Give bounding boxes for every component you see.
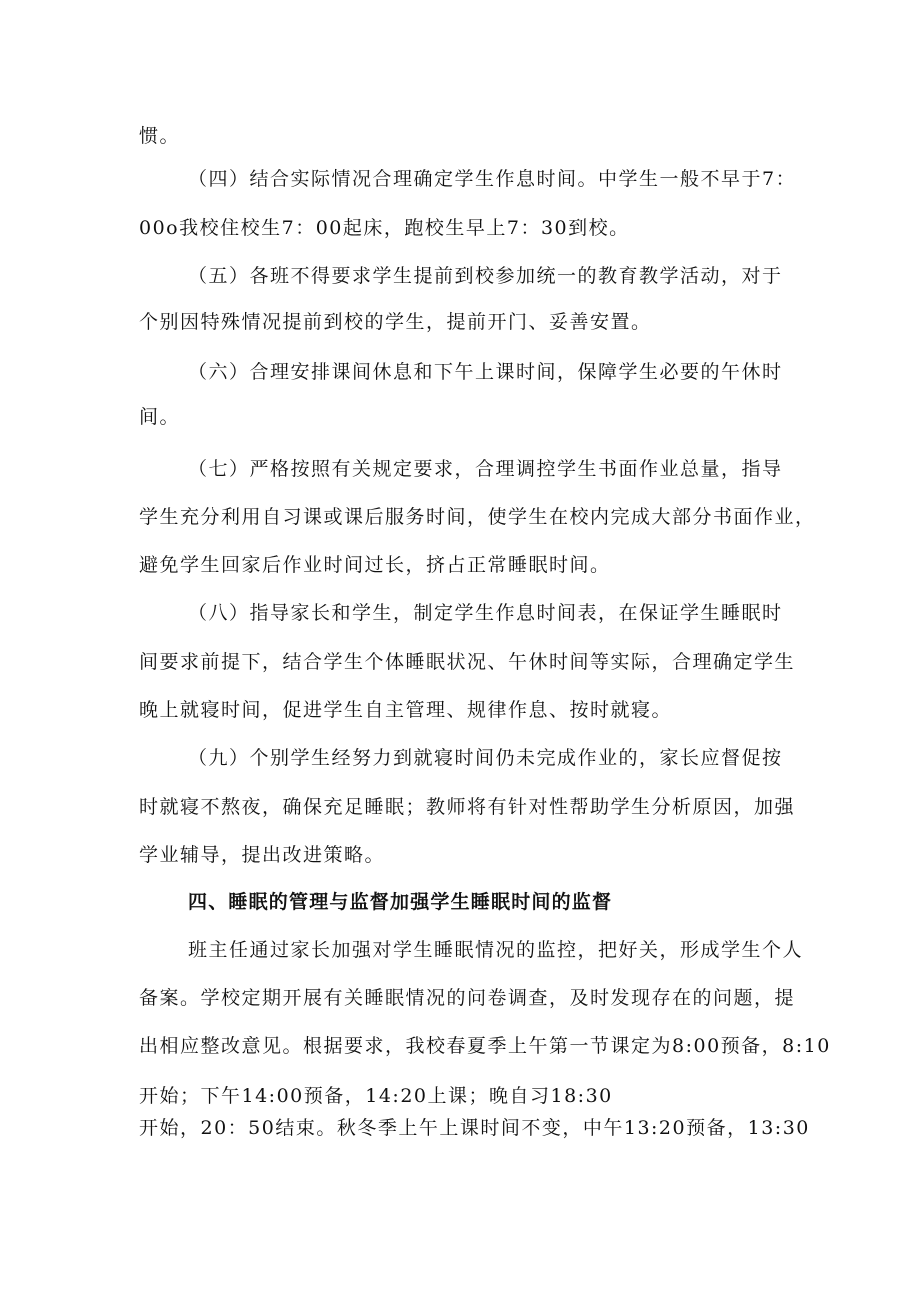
paragraph-line: （七）严格按照有关规定要求，合理调控学生书面作业总量，指导	[188, 458, 783, 480]
paragraph-line: （六）合理安排课间休息和下午上课时间，保障学生必要的午休时	[188, 361, 783, 383]
paragraph-line: 个别因特殊情况提前到校的学生，提前开门、妥善安置。	[139, 311, 652, 333]
paragraph-line: 开始；下午14:00预备，14:20上课；晚自习18:30	[139, 1085, 613, 1107]
paragraph-line: 学业辅导，提出改进策略。	[139, 844, 386, 866]
paragraph-line: 班主任通过家长加强对学生睡眠情况的监控，把好关，形成学生个人	[188, 939, 804, 961]
paragraph-line: 时就寝不熬夜，确保充足睡眠；教师将有针对性帮助学生分析原因，加强	[139, 796, 796, 818]
paragraph-line: 避免学生回家后作业时间过长，挤占正常睡眠时间。	[139, 554, 611, 576]
paragraph-line: （八）指导家长和学生，制定学生作息时间表，在保证学生睡眠时	[188, 602, 783, 624]
paragraph-line: 晚上就寝时间，促进学生自主管理、规律作息、按时就寝。	[139, 699, 673, 721]
paragraph-line: （五）各班不得要求学生提前到校参加统一的教育教学活动，对于	[188, 265, 783, 287]
paragraph-line: 惯。	[139, 125, 181, 147]
paragraph-line: 间。	[139, 406, 181, 428]
paragraph-line: （四）结合实际情况合理确定学生作息时间。中学生一般不早于7：	[188, 168, 797, 190]
paragraph-line: 开始，20：50结束。秋冬季上午上课时间不变，中午13:20预备，13:30	[139, 1117, 810, 1139]
paragraph-line: （九）个别学生经努力到就寝时间仍未完成作业的，家长应督促按	[188, 747, 783, 769]
section-heading: 四、睡眠的管理与监督加强学生睡眠时间的监督	[188, 891, 613, 913]
paragraph-line: 间要求前提下，结合学生个体睡眠状况、午休时间等实际，合理确定学生	[139, 651, 796, 673]
paragraph-line: 备案。学校定期开展有关睡眠情况的问卷调查，及时发现存在的问题，提	[139, 987, 796, 1009]
paragraph-line: 学生充分利用自习课或课后服务时间，使学生在校内完成大部分书面作业，	[139, 506, 816, 528]
paragraph-line: 出相应整改意见。根据要求，我校春夏季上午第一节课定为8:00预备，8:10	[139, 1035, 831, 1057]
paragraph-line: 00o我校住校生7：00起床，跑校生早上7：30到校。	[139, 217, 630, 239]
